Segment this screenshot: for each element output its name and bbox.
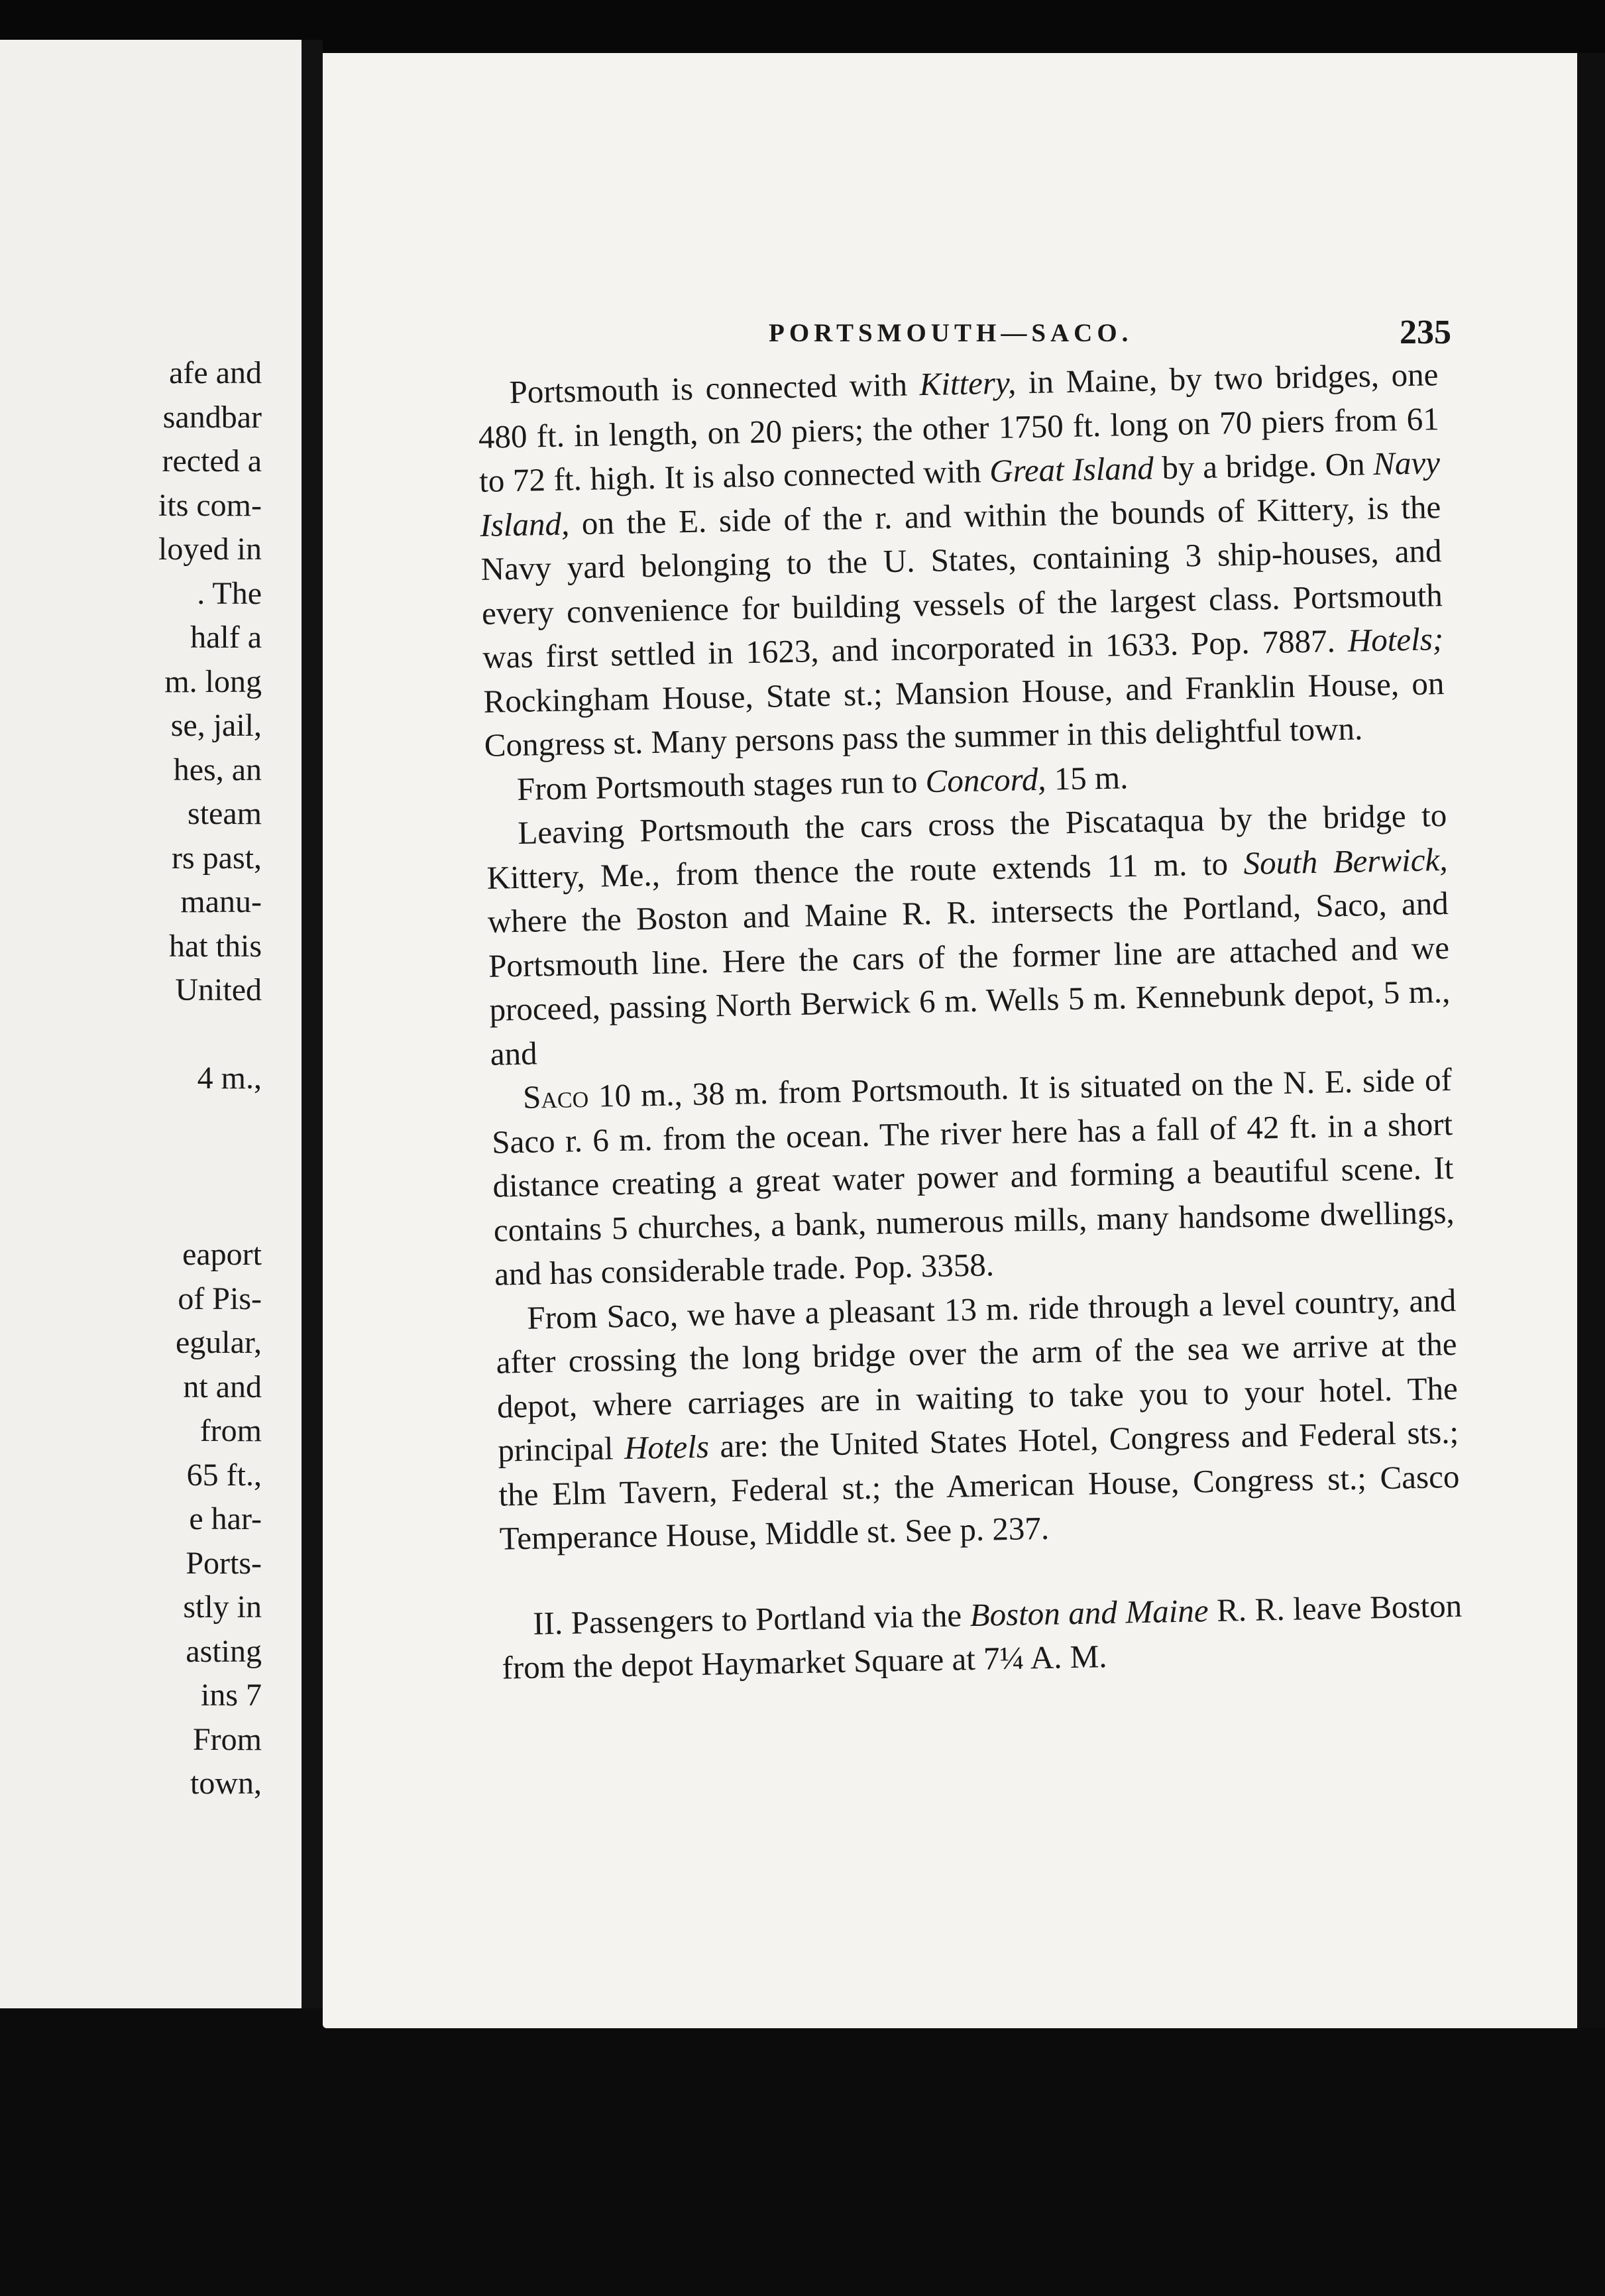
left-line: rs past, [172, 840, 262, 876]
text-run: 15 m. [1045, 758, 1129, 797]
left-page-text [10, 351, 262, 1806]
hotels-label: Hotels [624, 1428, 710, 1467]
left-line: asting [186, 1633, 262, 1669]
text-run: Portsmouth is connected with [509, 366, 920, 411]
place-name: Concord, [925, 760, 1047, 799]
left-line [10, 1145, 262, 1189]
place-name: South Berwick, [1243, 840, 1448, 882]
left-line: . The [197, 575, 262, 611]
left-line: egular, [175, 1325, 262, 1360]
place-name: Navy Island, [479, 444, 1441, 544]
left-line: of Pis- [178, 1281, 262, 1316]
left-line: hat this [169, 928, 262, 964]
text-run: Rockingham House, State st.; Mansion House, and Franklin House, on Congress st. Many persons pass the summer in this delightful town. [483, 664, 1445, 764]
scan-bottom-right [323, 2028, 1605, 2296]
left-line [10, 1189, 262, 1234]
scan-right-edge [1577, 53, 1605, 2028]
left-line: stly in [183, 1589, 262, 1625]
text-run: From Portsmouth stages run to [516, 762, 926, 807]
place-name: Great Island [989, 449, 1154, 490]
left-line: 65 ft., [186, 1457, 262, 1493]
left-line: afe and [169, 355, 262, 390]
left-line: e har- [189, 1501, 262, 1536]
text-run: Leaving Portsmouth the cars cross the Piscataqua by the bridge to Kittery, Me., from thence the route extends 11 m. to [486, 797, 1447, 896]
page-header [769, 314, 1451, 358]
text-run: where the Boston and Maine R. R. intersects the Portland, Saco, and Portsmouth line. Here the cars of the former line are attached and we proceed, passing North Berwick 6 m. Wells 5 m. Kennebunk depot, 5 m., and [487, 885, 1451, 1072]
paragraph-saco [490, 1058, 1455, 1296]
body-text [477, 353, 1463, 1690]
left-line: 4 m., [197, 1061, 262, 1096]
book-spine [302, 40, 323, 2008]
left-line [10, 1013, 262, 1057]
left-line [10, 1101, 262, 1145]
left-line: steam [188, 796, 262, 831]
railroad-name: Boston and Maine [969, 1591, 1209, 1633]
paragraph-route [486, 793, 1451, 1076]
left-line: manu- [180, 884, 262, 919]
text-run: 10 m., 38 m. from Portsmouth. It is situated on the N. E. side of Saco r. 6 m. from the ocean. The river here has a fall of 42 ft. in a short distance creating a great water power and forming a beautiful scene. It contains 5 churches, a bank, numerous mills, many handsome dwellings, and has considerable trade. Pop. 3358. [491, 1061, 1455, 1292]
paragraph-section-ii [501, 1583, 1463, 1690]
paragraph-portsmouth [477, 353, 1445, 768]
place-name: Kittery, [919, 364, 1017, 403]
left-line: ins 7 [200, 1678, 262, 1713]
left-line: m. long [164, 663, 262, 699]
left-line: loyed in [158, 532, 262, 567]
text-run: II. Passengers to Portland via the [532, 1596, 971, 1642]
left-line: From [192, 1721, 262, 1757]
left-line: sandbar [162, 399, 262, 435]
left-line: from [199, 1413, 262, 1448]
text-run: R. R. leave Boston from the depot Haymarket Square at 7¼ A. M. [502, 1587, 1463, 1686]
left-line: half a [190, 620, 262, 655]
left-line: eaport [182, 1237, 262, 1272]
running-head: PORTSMOUTH—SACO. [769, 319, 1133, 347]
hotels-label: Hotels; [1347, 620, 1444, 659]
paragraph-from-saco [495, 1278, 1461, 1561]
place-name: Saco [522, 1077, 589, 1116]
page-number: 235 [1400, 314, 1451, 351]
text-run: in Maine, by two bridges, one 480 ft. in length, on 20 piers; the other 1750 ft. long on 70 piers from 61 to 72 ft. high. It is also connected with [478, 356, 1440, 499]
text-run: on the E. side of the r. and within the bounds of Kittery, is the Navy yard belonging to the U. States, containing 3 ship-houses, and every convenience for building vessels of the largest class. Portsmouth was first settled in 1623, and incorporated in 1633. Pop. 7887. [480, 488, 1443, 675]
left-page [0, 40, 302, 2008]
left-line: United [175, 972, 262, 1007]
left-line: nt and [183, 1369, 262, 1405]
left-line: town, [190, 1766, 262, 1801]
left-line: its com- [158, 487, 262, 523]
text-run: are: the United States Hotel, Congress and Federal sts.; the Elm Tavern, Federal st.; the American House, Congress st.; Casco Temperance House, Middle st. See p. 237. [498, 1413, 1460, 1557]
left-line: hes, an [173, 752, 262, 787]
scan-bottom-left [0, 2008, 323, 2296]
left-line: se, jail, [170, 708, 262, 743]
left-line: Ports- [186, 1545, 262, 1581]
text-run: by a bridge. On [1153, 445, 1374, 487]
left-line: rected a [162, 443, 262, 479]
text-run: From Saco, we have a pleasant 13 m. ride through a level country, and after crossing the long bridge over the arm of the sea we arrive at the depot, where carriages are in waiting to take you to your hotel. The principal [496, 1281, 1459, 1469]
